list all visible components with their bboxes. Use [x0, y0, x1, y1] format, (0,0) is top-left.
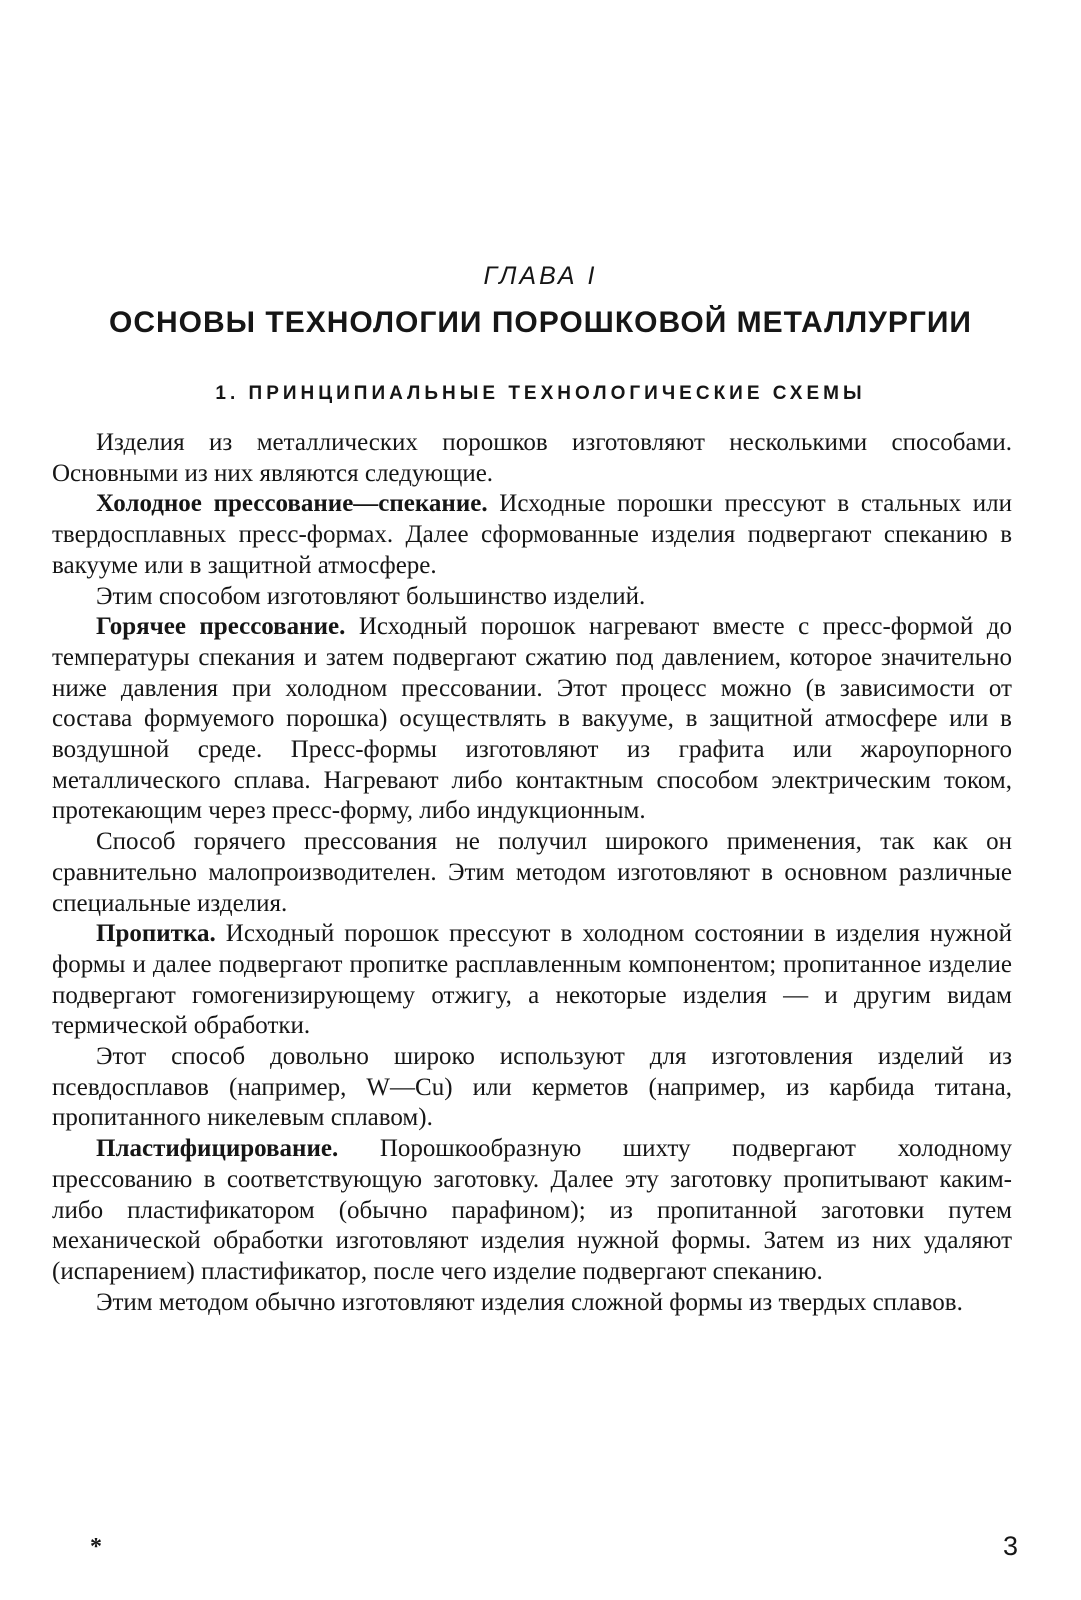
paragraph-lead: Пластифицирование.: [96, 1135, 339, 1163]
paragraph-text: Порошкообразную шихту подвергают холодному прессованию в соответствующую заготовку. Далее эту заготовку пропитывают каким-либо пластификатором (обычно парафином); из пропитанной заготовки путем механической обработки изготовляют изделия нужной формы. Затем из них удаляют (испарением) пластификатор, после чего изделие подвергают спеканию.: [52, 1135, 1012, 1285]
paragraph-text: Исходный порошок нагревают вместе с пресс-формой до температуры спекания и затем подвергают сжатию под давлением, которое значительно ниже давления при холодном прессовании. Этот процесс можно (в зависимости от состава формуемого порошка) осуществлять в вакууме, в защитной атмосфере или в воздушной среде. Пресс-формы изготовляют из графита или жароупорного металлического сплава. Нагревают либо контактным способом электрическим током, протекающим через пресс-форму, либо индукционным.: [52, 613, 1012, 825]
paragraph-3: [52, 582, 1012, 613]
section-title: 1. ПРИНЦИПИАЛЬНЫЕ ТЕХНОЛОГИЧЕСКИЕ СХЕМЫ: [215, 383, 866, 404]
paragraph-lead: Горячее прессование.: [96, 613, 346, 641]
paragraph-text: Изделия из металлических порошков изготовляют несколькими способами. Основными из них являются следующие.: [52, 429, 1012, 487]
paragraph-9: [52, 1288, 1012, 1319]
paragraph-5: [52, 827, 1012, 919]
paragraph-8: [52, 1134, 1012, 1288]
paragraph-text: Способ горячего прессования не получил широкого применения, так как он сравнительно малопроизводителен. Этим методом изготовляют в основном различные специальные изделия.: [52, 828, 1012, 917]
paragraph-text: Этим методом обычно изготовляют изделия сложной формы из твердых сплавов.: [96, 1288, 963, 1316]
paragraph-6: [52, 919, 1012, 1042]
paragraph-text: Этот способ довольно широко используют для изготовления изделий из псевдосплавов (например, W—Cu) или керметов (например, из карбида титана, пропитанного никелевым сплавом).: [52, 1043, 1012, 1132]
page-number: 3: [1002, 1531, 1018, 1561]
footer-asterisk: *: [90, 1534, 102, 1560]
paragraph-lead: Пропитка.: [96, 920, 216, 948]
paragraph-text: Этим способом изготовляют большинство изделий.: [96, 582, 646, 610]
paragraph-2: [52, 489, 1012, 581]
paragraph-lead: Холодное прессование—спекание.: [96, 490, 488, 518]
body-text: [52, 428, 1012, 1318]
paragraph-text: Исходные порошки прессуют в стальных или твердосплавных пресс-формах. Далее сформованные изделия подвергают спеканию в вакууме или в защитной атмосфере.: [52, 490, 1013, 579]
paragraph-text: Исходный порошок прессуют в холодном состоянии в изделия нужной формы и далее подвергают пропитке расплавленным компонентом; пропитанное изделие подвергают гомогенизирующему отжигу, а некоторые изделия — и другим видам термической обработки.: [52, 920, 1012, 1040]
chapter-label: ГЛАВА I: [483, 262, 598, 290]
paragraph-4: [52, 612, 1012, 827]
chapter-title: ОСНОВЫ ТЕХНОЛОГИИ ПОРОШКОВОЙ МЕТАЛЛУРГИИ: [109, 306, 972, 339]
paragraph-1: [52, 428, 1012, 489]
paragraph-7: [52, 1042, 1012, 1134]
